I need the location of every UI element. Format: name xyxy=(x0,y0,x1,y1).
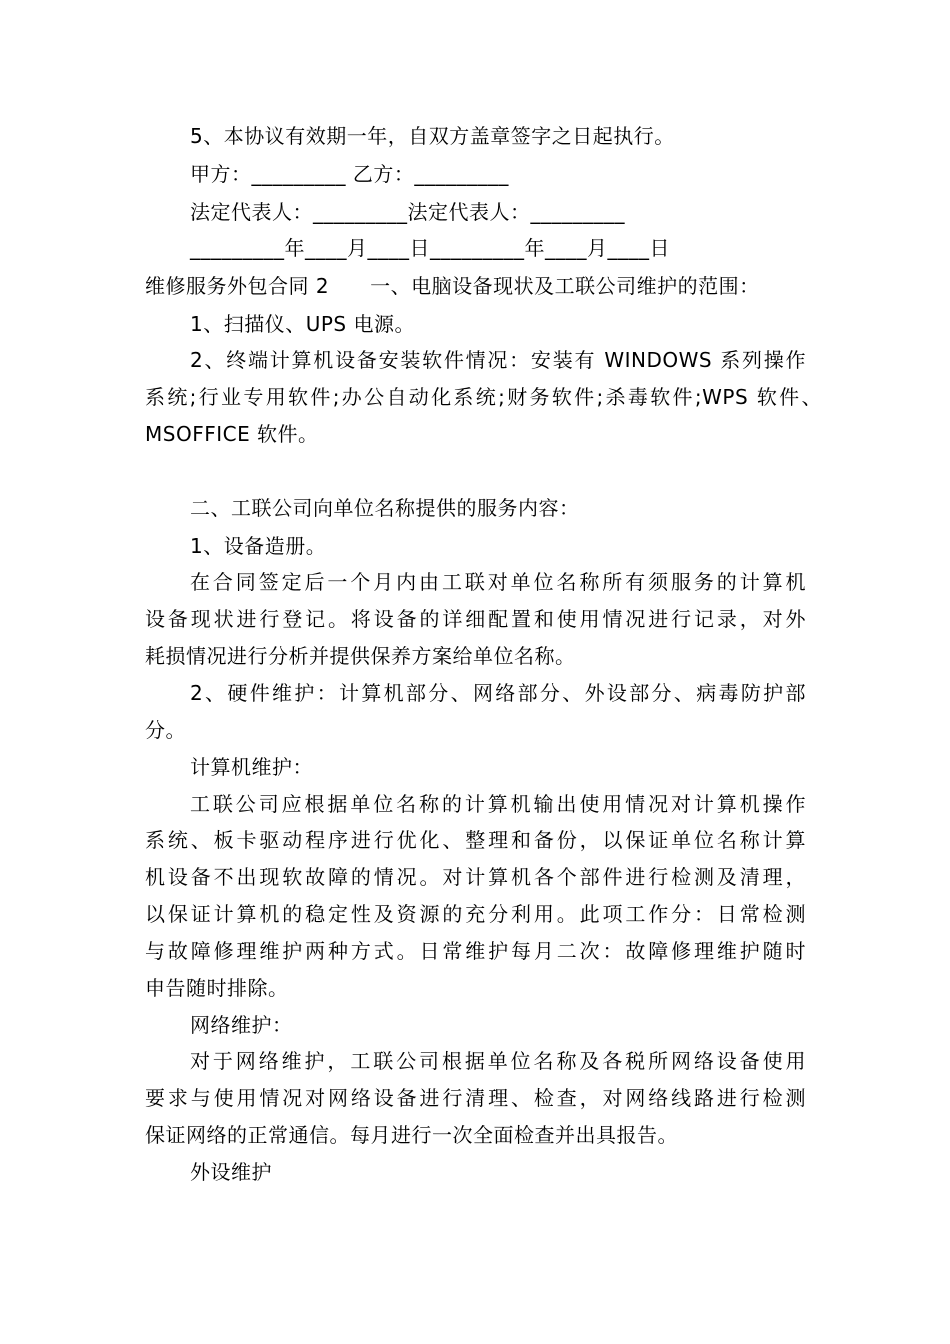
paragraph-line: 系统、板卡驱动程序进行优化、整理和备份，以保证单位名称计算 xyxy=(145,828,806,852)
paragraph-line: 以保证计算机的稳定性及资源的充分利用。此项工作分：日常检测 xyxy=(145,902,806,926)
legal-representative-line: 法定代表人：_________法定代表人：_________ xyxy=(190,200,625,224)
date-line: _________年____月____日_________年____月____日 xyxy=(190,236,670,260)
paragraph-line: MSOFFICE 软件。 xyxy=(145,422,319,446)
paragraph-line: 对于网络维护，工联公司根据单位名称及各税所网络设备使用 xyxy=(190,1049,806,1073)
paragraph-line: 系统;行业专用软件;办公自动化系统;财务软件;杀毒软件;WPS 软件、 xyxy=(145,385,822,409)
paragraph-line: 2、硬件维护：计算机部分、网络部分、外设部分、病毒防护部 xyxy=(190,681,806,705)
paragraph-line: 申告随时排除。 xyxy=(145,976,289,1000)
clause-5-validity: 5、本协议有效期一年，自双方盖章签字之日起执行。 xyxy=(190,124,675,148)
subheading-computer-maintenance: 计算机维护： xyxy=(190,755,313,779)
paragraph-line: 机设备不出现软故障的情况。对计算机各个部件进行检测及清理， xyxy=(145,865,806,889)
paragraph-line: 耗损情况进行分析并提供保养方案给单位名称。 xyxy=(145,644,576,668)
contract-title-section-1: 维修服务外包合同 2 一、电脑设备现状及工联公司维护的范围： xyxy=(145,274,760,298)
paragraph-line: 设备现状进行登记。将设备的详细配置和使用情况进行记录，对外 xyxy=(145,607,806,631)
paragraph-line: 1、设备造册。 xyxy=(190,534,327,558)
paragraph-line: 要求与使用情况对网络设备进行清理、检查，对网络线路进行检测 xyxy=(145,1086,806,1110)
subheading-network-maintenance: 网络维护： xyxy=(190,1013,293,1037)
paragraph-line: 在合同签定后一个月内由工联对单位名称所有须服务的计算机 xyxy=(190,570,806,594)
paragraph-line: 工联公司应根据单位名称的计算机输出使用情况对计算机操作 xyxy=(190,792,806,816)
section-2-heading: 二、工联公司向单位名称提供的服务内容： xyxy=(190,496,580,520)
paragraph-line: 保证网络的正常通信。每月进行一次全面检查并出具报告。 xyxy=(145,1123,678,1147)
paragraph-line: 1、扫描仪、UPS 电源。 xyxy=(190,312,415,336)
paragraph-line: 2、终端计算机设备安装软件情况：安装有 WINDOWS 系列操作 xyxy=(190,348,806,372)
paragraph-line: 分。 xyxy=(145,718,186,742)
paragraph-line: 与故障修理维护两种方式。日常维护每月二次：故障修理维护随时 xyxy=(145,939,806,963)
party-signature-line: 甲方：_________ 乙方：_________ xyxy=(190,162,509,186)
subheading-peripheral-maintenance: 外设维护 xyxy=(190,1160,272,1184)
